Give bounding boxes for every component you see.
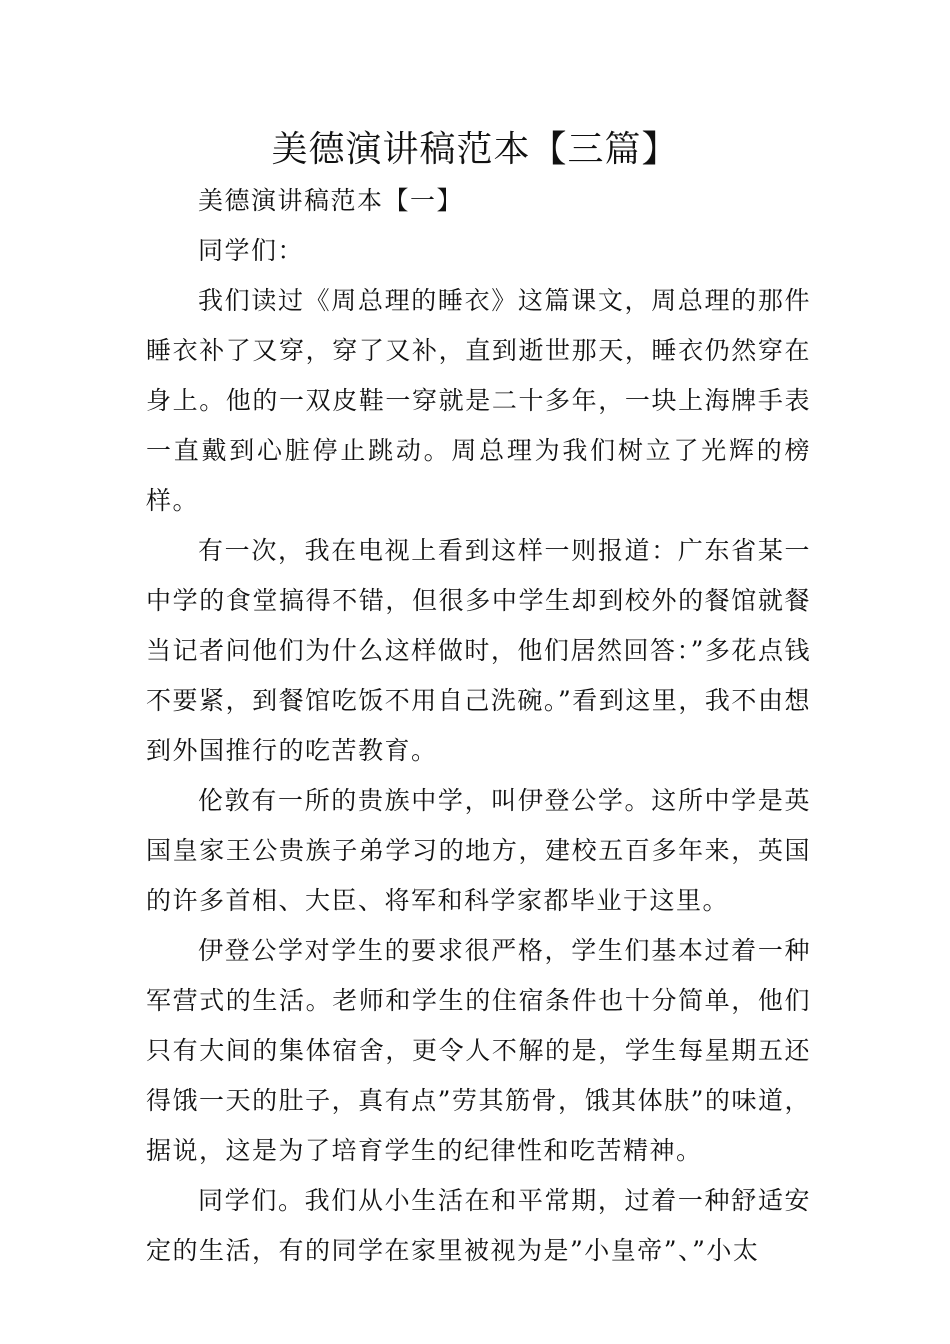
paragraph: 同学们。我们从小生活在和平常期，过着一种舒适安定的生活，有的同学在家里被视为是”小皇帝”、”小太 xyxy=(146,1186,811,1265)
paragraph: 伊登公学对学生的要求很严格，学生们基本过着一种军营式的生活。老师和学生的住宿条件也十分简单，他们只有大间的集体宿舍，更令人不解的是，学生每星期五还得饿一天的肚子，真有点”劳其筋骨，饿其体肤”的味道，据说，这是为了培育学生的纪律性和吃苦精神。 xyxy=(146,936,811,1165)
paragraph: 伦敦有一所的贵族中学，叫伊登公学。这所中学是英国皇家王公贵族子弟学习的地方，建校五百多年来，英国的许多首相、大臣、将军和科学家都毕业于这里。 xyxy=(146,786,811,915)
document-body xyxy=(146,176,811,1276)
paragraph: 有一次，我在电视上看到这样一则报道：广东省某一中学的食堂搞得不错，但很多中学生却到校外的餐馆就餐当记者问他们为什么这样做时，他们居然回答：”多花点钱不要紧，到餐馆吃饭不用自己洗碗。”看到这里，我不由想到外国推行的吃苦教育。 xyxy=(146,536,811,765)
document-title: 美德演讲稿范本【三篇】 xyxy=(271,129,679,170)
paragraph: 我们读过《周总理的睡衣》这篇课文，周总理的那件睡衣补了又穿，穿了又补，直到逝世那天，睡衣仍然穿在身上。他的一双皮鞋一穿就是二十多年，一块上海牌手表一直戴到心脏停止跳动。周总理为我们树立了光辉的榜样。 xyxy=(146,286,811,515)
salutation: 同学们： xyxy=(198,236,305,265)
section-heading: 美德演讲稿范本【一】 xyxy=(198,186,464,215)
